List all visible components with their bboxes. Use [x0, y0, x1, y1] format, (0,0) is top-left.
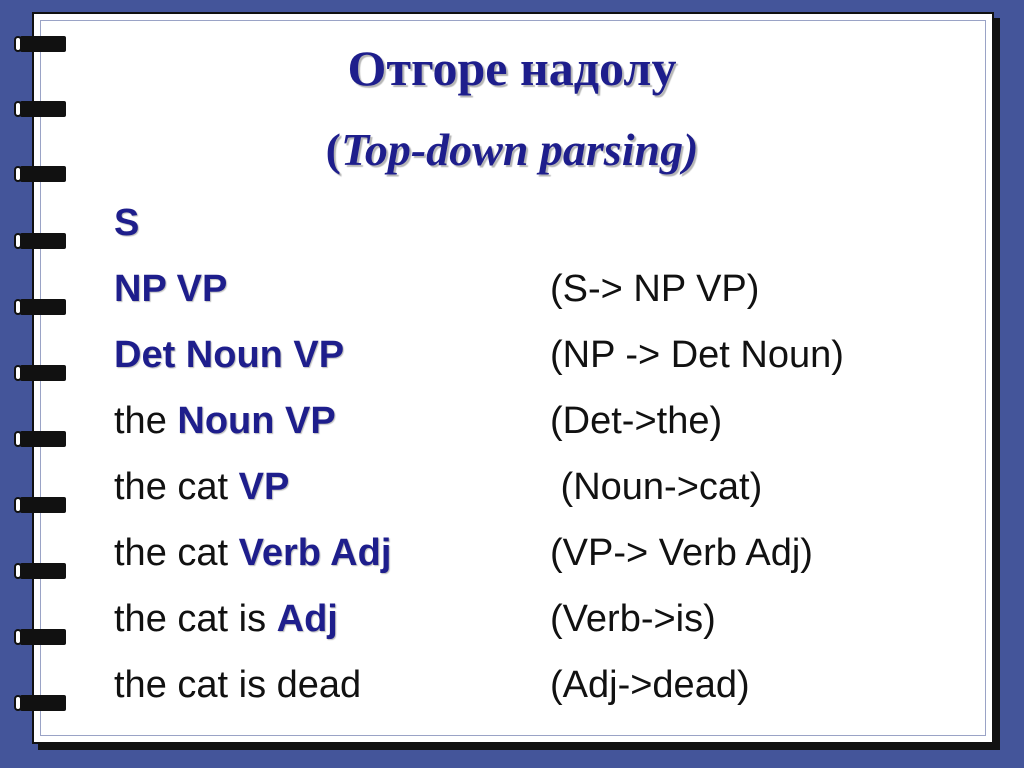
binder-ring-icon — [14, 362, 54, 384]
binder-ring-icon — [14, 428, 54, 450]
step-terminals: the cat is — [114, 598, 277, 640]
binder-ring-icon — [14, 626, 54, 648]
step-nonterminals: Det Noun VP — [114, 334, 345, 376]
derivation-step — [114, 594, 338, 644]
step-terminals: the cat — [114, 466, 239, 508]
derivation-rule: (VP-> Verb Adj) — [550, 532, 813, 574]
derivation-step — [114, 396, 336, 446]
subtitle-text: Top-down parsing) — [340, 124, 699, 175]
step-terminals: the — [114, 400, 178, 442]
derivation-rule: (NP -> Det Noun) — [550, 334, 844, 376]
derivation-step — [114, 462, 289, 512]
derivation-rule: (Det->the) — [550, 400, 723, 442]
derivation-rule: (S-> NP VP) — [550, 268, 760, 310]
derivation-rule: (Verb->is) — [550, 598, 716, 640]
derivation-rule: (Adj->dead) — [550, 664, 750, 706]
binder-ring-icon — [14, 98, 54, 120]
binder-ring-icon — [14, 692, 54, 714]
step-terminals: the cat is dead — [114, 664, 362, 706]
step-nonterminals: Verb Adj — [238, 532, 392, 574]
step-nonterminals: NP VP — [114, 268, 228, 310]
binder-ring-icon — [14, 230, 54, 252]
slide-title: Отгоре надолу — [347, 40, 677, 96]
step-nonterminals: VP — [238, 466, 290, 508]
slide-subtitle — [0, 120, 1024, 180]
derivation-step — [114, 264, 227, 314]
derivation-step — [114, 528, 391, 578]
binder-ring-icon — [14, 296, 54, 318]
derivation-step — [114, 198, 139, 248]
step-nonterminals: S — [114, 202, 140, 244]
subtitle-paren: ( — [325, 124, 341, 175]
derivation-rule: (Noun->cat) — [550, 466, 763, 508]
derivation-step — [114, 660, 361, 710]
binder-ring-icon — [14, 494, 54, 516]
step-nonterminals: Noun VP — [177, 400, 336, 442]
step-nonterminals: Adj — [276, 598, 338, 640]
derivation-step — [114, 330, 344, 380]
step-terminals: the cat — [114, 532, 239, 574]
binder-ring-icon — [14, 560, 54, 582]
